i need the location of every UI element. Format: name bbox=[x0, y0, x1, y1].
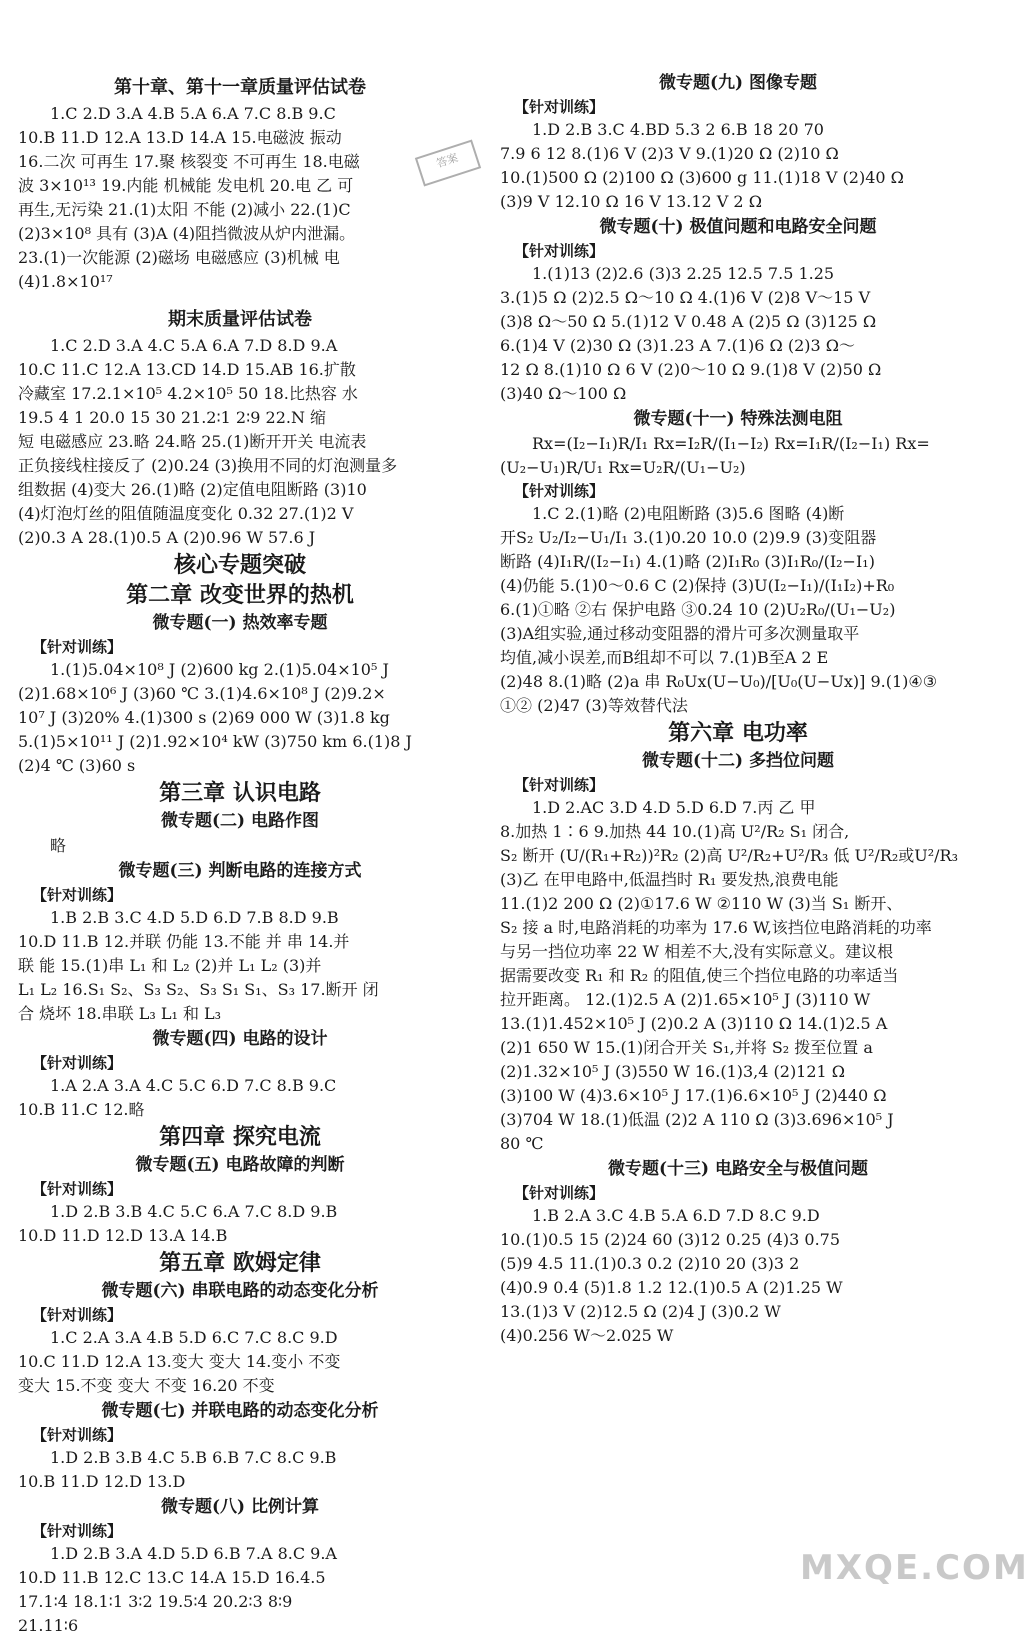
stamp-mark: 答案 bbox=[415, 139, 481, 186]
answer-line: 3.(1)5 Ω (2)2.5 Ω～10 Ω 4.(1)6 V (2)8 V～15 V bbox=[500, 288, 871, 307]
answer-line: 开S₂ U₂/I₂−U₁/I₁ 3.(1)0.20 10.0 (2)9.9 (3)变阻器 bbox=[500, 528, 877, 547]
chapter-title: 第五章 欧姆定律 bbox=[159, 1250, 321, 1276]
answer-line: S₂ 接 a 时,电路消耗的功率为 17.6 W,该挡位电路消耗的功率 bbox=[500, 918, 932, 937]
answer-line: 10.(1)500 Ω (2)100 Ω (3)600 g 11.(1)18 V (2)40 Ω bbox=[500, 168, 904, 187]
answer-line: 1.D 2.B 3.C 4.BD 5.3 2 6.B 18 20 70 bbox=[532, 120, 824, 139]
answer-line: 再生,无污染 21.(1)太阳 不能 (2)减小 22.(1)C bbox=[18, 200, 351, 219]
section-title: 第十章、第十一章质量评估试卷 bbox=[114, 77, 366, 98]
answer-line: 8.加热 1∶6 9.加热 44 10.(1)高 U²/R₂ S₁ 闭合, bbox=[500, 822, 850, 841]
answer-line: 正负接线柱接反了 (2)0.24 (3)换用不同的灯泡测量多 bbox=[18, 456, 398, 475]
training-label: 【针对训练】 bbox=[32, 1306, 123, 1324]
chapter-title: 第四章 探究电流 bbox=[159, 1124, 321, 1150]
answer-line: (2)48 8.(1)略 (2)a 串 R₀Ux(U−U₀)/[U₀(U−Ux)] 9.(1)④③ bbox=[500, 672, 938, 691]
answer-line: 短 电磁感应 23.略 24.略 25.(1)断开开关 电流表 bbox=[18, 432, 367, 451]
training-label: 【针对训练】 bbox=[32, 1426, 123, 1444]
training-label: 【针对训练】 bbox=[514, 482, 605, 500]
topic-title: 微专题(九) 图像专题 bbox=[658, 73, 817, 93]
answer-line: (2)1.32×10⁵ J (3)550 W 16.(1)3,4 (2)121 Ω bbox=[500, 1062, 846, 1081]
answer-line: 1.A 2.A 3.A 4.C 5.C 6.D 7.C 8.B 9.C bbox=[50, 1076, 337, 1095]
site-watermark: MXQE.COM bbox=[800, 1548, 1029, 1588]
answer-line: 1.B 2.A 3.C 4.B 5.A 6.D 7.D 8.C 9.D bbox=[532, 1206, 820, 1225]
answer-line: (2)0.3 A 28.(1)0.5 A (2)0.96 W 57.6 J bbox=[18, 528, 316, 547]
answer-line: (5)9 4.5 11.(1)0.3 0.2 (2)10 20 (3)3 2 bbox=[500, 1254, 800, 1273]
answer-line: 1.(1)13 (2)2.6 (3)3 2.25 12.5 7.5 1.25 bbox=[532, 264, 835, 283]
answer-line: 10⁷ J (3)20% 4.(1)300 s (2)69 000 W (3)1.8 kg bbox=[18, 708, 390, 727]
answer-line: 1.C 2.D 3.A 4.C 5.A 6.A 7.D 8.D 9.A bbox=[50, 336, 338, 355]
answer-line: 10.B 11.D 12.D 13.D bbox=[18, 1472, 186, 1491]
answer-line: (3)A组实验,通过移动变阻器的滑片可多次测量取平 bbox=[500, 624, 860, 643]
answer-line: 10.C 11.D 12.A 13.变大 变大 14.变小 不变 bbox=[18, 1352, 341, 1371]
answer-line: 17.1∶4 18.1∶1 3∶2 19.5∶4 20.2∶3 8∶9 bbox=[18, 1592, 293, 1611]
topic-title: 微专题(十一) 特殊法测电阻 bbox=[633, 409, 843, 429]
topic-title: 微专题(十) 极值问题和电路安全问题 bbox=[599, 217, 877, 237]
answer-line: 11.(1)2 200 Ω (2)①17.6 W ②110 W (3)当 S₁ 断开、 bbox=[500, 894, 903, 913]
answer-line: 23.(1)一次能源 (2)磁场 电磁感应 (3)机械 电 bbox=[18, 248, 340, 267]
answer-line: 12 Ω 8.(1)10 Ω 6 V (2)0～10 Ω 9.(1)8 V (2)50 Ω bbox=[500, 360, 882, 379]
answer-line: (2)4 ℃ (3)60 s bbox=[18, 756, 136, 775]
answer-line: ①② (2)47 (3)等效替代法 bbox=[500, 696, 688, 715]
answer-line: 7.9 6 12 8.(1)6 V (2)3 V 9.(1)20 Ω (2)10 Ω bbox=[500, 144, 839, 163]
answer-line: (3)乙 在甲电路中,低温挡时 R₁ 要发热,浪费电能 bbox=[500, 870, 839, 889]
answer-line: 16.二次 可再生 17.聚 核裂变 不可再生 18.电磁 bbox=[18, 152, 360, 171]
answer-line: (3)100 W (4)3.6×10⁵ J 17.(1)6.6×10⁵ J (2)440 Ω bbox=[500, 1086, 887, 1105]
training-label: 【针对训练】 bbox=[514, 242, 605, 260]
answer-line: 10.D 11.D 12.D 13.A 14.B bbox=[18, 1226, 228, 1245]
answer-line: 10.D 11.B 12.并联 仍能 13.不能 并 串 14.并 bbox=[18, 932, 350, 951]
topic-title: 微专题(五) 电路故障的判断 bbox=[135, 1155, 345, 1175]
topic-title: 微专题(六) 串联电路的动态变化分析 bbox=[101, 1281, 379, 1301]
topic-title: 微专题(一) 热效率专题 bbox=[152, 613, 328, 633]
topic-title: 微专题(四) 电路的设计 bbox=[152, 1029, 328, 1049]
answer-line: 1.D 2.B 3.B 4.C 5.B 6.B 7.C 8.C 9.B bbox=[50, 1448, 337, 1467]
topic-title: 微专题(二) 电路作图 bbox=[160, 811, 319, 831]
answer-line: (4)0.256 W～2.025 W bbox=[500, 1326, 674, 1345]
answer-line: (3)40 Ω～100 Ω bbox=[500, 384, 627, 403]
topic-title: 微专题(十三) 电路安全与极值问题 bbox=[607, 1159, 868, 1179]
answer-line: (U₂−U₁)R/U₁ Rx=U₂R/(U₁−U₂) bbox=[500, 458, 746, 477]
answer-line: (2)1 650 W 15.(1)闭合开关 S₁,并将 S₂ 拨至位置 a bbox=[500, 1038, 873, 1057]
answer-line: 1.(1)5.04×10⁸ J (2)600 kg 2.(1)5.04×10⁵ J bbox=[50, 660, 389, 679]
answer-line: 合 烧坏 18.串联 L₃ L₁ 和 L₃ bbox=[18, 1004, 222, 1023]
topic-title: 微专题(八) 比例计算 bbox=[160, 1497, 319, 1517]
chapter-title: 第六章 电功率 bbox=[668, 720, 808, 746]
answer-line: 10.C 11.C 12.A 13.CD 14.D 15.AB 16.扩散 bbox=[18, 360, 356, 379]
answer-line: (4)灯泡灯丝的阻值随温度变化 0.32 27.(1)2 V bbox=[18, 504, 354, 523]
training-label: 【针对训练】 bbox=[514, 776, 605, 794]
topic-title: 微专题(七) 并联电路的动态变化分析 bbox=[101, 1401, 379, 1421]
answer-line: 13.(1)1.452×10⁵ J (2)0.2 A (3)110 Ω 14.(1)2.5 A bbox=[500, 1014, 888, 1033]
answer-line: 80 ℃ bbox=[500, 1134, 544, 1153]
right-column bbox=[470, 0, 996, 1600]
answer-line: 1.D 2.AC 3.D 4.D 5.D 6.D 7.丙 乙 甲 bbox=[532, 798, 816, 817]
answer-line: 10.(1)0.5 15 (2)24 60 (3)12 0.25 (4)3 0.75 bbox=[500, 1230, 841, 1249]
answer-line: L₁ L₂ 16.S₁ S₂、S₃ S₂、S₃ S₁ S₁、S₃ 17.断开 闭 bbox=[18, 980, 379, 999]
answer-line: 19.5 4 1 20.0 15 30 21.2∶1 2∶9 22.N 缩 bbox=[18, 408, 327, 427]
answer-line: 10.B 11.D 12.A 13.D 14.A 15.电磁波 振动 bbox=[18, 128, 342, 147]
chapter-title: 核心专题突破 bbox=[173, 552, 306, 578]
training-label: 【针对训练】 bbox=[32, 1054, 123, 1072]
training-label: 【针对训练】 bbox=[32, 886, 123, 904]
answer-line: 断路 (4)I₁R/(I₂−I₁) 4.(1)略 (2)I₁R₀ (3)I₁R₀/(I₂−I₁) bbox=[500, 552, 875, 571]
section-title: 期末质量评估试卷 bbox=[168, 309, 312, 330]
answer-line: 10.B 11.C 12.略 bbox=[18, 1100, 145, 1119]
answer-line: 21.11∶6 bbox=[18, 1616, 79, 1635]
answer-line: (3)8 Ω～50 Ω 5.(1)12 V 0.48 A (2)5 Ω (3)125 Ω bbox=[500, 312, 877, 331]
answer-line: 6.(1)4 V (2)30 Ω (3)1.23 A 7.(1)6 Ω (2)3 Ω～ bbox=[500, 336, 856, 355]
answer-line: S₂ 断开 (U/(R₁+R₂))²R₂ (2)高 U²/R₂+U²/R₃ 低 U²/R₂或U²/R₃ bbox=[500, 846, 959, 865]
chapter-title: 第三章 认识电路 bbox=[159, 780, 321, 806]
answer-line: 与另一挡位功率 22 W 相差不大,没有实际意义。建议根 bbox=[500, 942, 894, 961]
answer-line: (4)0.9 0.4 (5)1.8 1.2 12.(1)0.5 A (2)1.25 W bbox=[500, 1278, 843, 1297]
answer-line: 拉开距离。 12.(1)2.5 A (2)1.65×10⁵ J (3)110 W bbox=[500, 990, 871, 1009]
answer-line: 1.D 2.B 3.A 4.D 5.D 6.B 7.A 8.C 9.A bbox=[50, 1544, 337, 1563]
topic-title: 微专题(十二) 多挡位问题 bbox=[641, 751, 834, 771]
answer-line: 13.(1)3 V (2)12.5 Ω (2)4 J (3)0.2 W bbox=[500, 1302, 781, 1321]
spacer bbox=[18, 294, 462, 302]
answer-line: 据需要改变 R₁ 和 R₂ 的阻值,使三个挡位电路的功率适当 bbox=[500, 966, 899, 985]
answer-line: 组数据 (4)变大 26.(1)略 (2)定值电阻断路 (3)10 bbox=[18, 480, 367, 499]
answer-line: 联 能 15.(1)串 L₁ 和 L₂ (2)并 L₁ L₂ (3)并 bbox=[18, 956, 322, 975]
answer-line: (4)1.8×10¹⁷ bbox=[18, 272, 113, 291]
answer-line: 1.C 2.(1)略 (2)电阻断路 (3)5.6 图略 (4)断 bbox=[532, 504, 845, 523]
answer-line: (2)3×10⁸ 具有 (3)A (4)阻挡微波从炉内泄漏。 bbox=[18, 224, 356, 243]
answer-line: (4)仍能 5.(1)0～0.6 C (2)保持 (3)U(I₂−I₁)/(I₁I₂)+R₀ bbox=[500, 576, 895, 595]
answer-line: 6.(1)①略 ②右 保护电路 ③0.24 10 (2)U₂R₀/(U₁−U₂) bbox=[500, 600, 896, 619]
answer-line: 略 bbox=[50, 836, 67, 855]
left-column bbox=[0, 0, 470, 1635]
training-label: 【针对训练】 bbox=[514, 98, 605, 116]
answer-line: (3)9 V 12.10 Ω 16 V 13.12 V 2 Ω bbox=[500, 192, 762, 211]
chapter-title: 第二章 改变世界的热机 bbox=[126, 582, 354, 608]
training-label: 【针对训练】 bbox=[32, 1180, 123, 1198]
answer-line: 1.D 2.B 3.B 4.C 5.C 6.A 7.C 8.D 9.B bbox=[50, 1202, 338, 1221]
answer-line: 变大 15.不变 变大 不变 16.20 不变 bbox=[18, 1376, 275, 1395]
topic-title: 微专题(三) 判断电路的连接方式 bbox=[118, 861, 362, 881]
answer-line: 1.C 2.A 3.A 4.B 5.D 6.C 7.C 8.C 9.D bbox=[50, 1328, 338, 1347]
answer-line: (2)1.68×10⁶ J (3)60 ℃ 3.(1)4.6×10⁸ J (2)9.2× bbox=[18, 684, 386, 703]
answer-line: Rx=(I₂−I₁)R/I₁ Rx=I₂R/(I₁−I₂) Rx=I₁R/(I₂−I₁) Rx= bbox=[532, 434, 930, 453]
answer-line: 1.B 2.B 3.C 4.D 5.D 6.D 7.B 8.D 9.B bbox=[50, 908, 339, 927]
answer-line: 波 3×10¹³ 19.内能 机械能 发电机 20.电 乙 可 bbox=[18, 176, 354, 195]
answer-line: (3)704 W 18.(1)低温 (2)2 A 110 Ω (3)3.696×10⁵ J bbox=[500, 1110, 894, 1129]
answer-line: 冷藏室 17.2.1×10⁵ 4.2×10⁵ 50 18.比热容 水 bbox=[18, 384, 358, 403]
answer-line: 均值,减小误差,而B组却不可以 7.(1)B至A 2 E bbox=[500, 648, 829, 667]
answer-line: 1.C 2.D 3.A 4.B 5.A 6.A 7.C 8.B 9.C bbox=[50, 104, 336, 123]
answer-line: 10.D 11.B 12.C 13.C 14.A 15.D 16.4.5 bbox=[18, 1568, 326, 1587]
answer-line: 5.(1)5×10¹¹ J (2)1.92×10⁴ kW (3)750 km 6.(1)8 J bbox=[18, 732, 412, 751]
training-label: 【针对训练】 bbox=[514, 1184, 605, 1202]
training-label: 【针对训练】 bbox=[32, 1522, 123, 1540]
training-label: 【针对训练】 bbox=[32, 638, 123, 656]
